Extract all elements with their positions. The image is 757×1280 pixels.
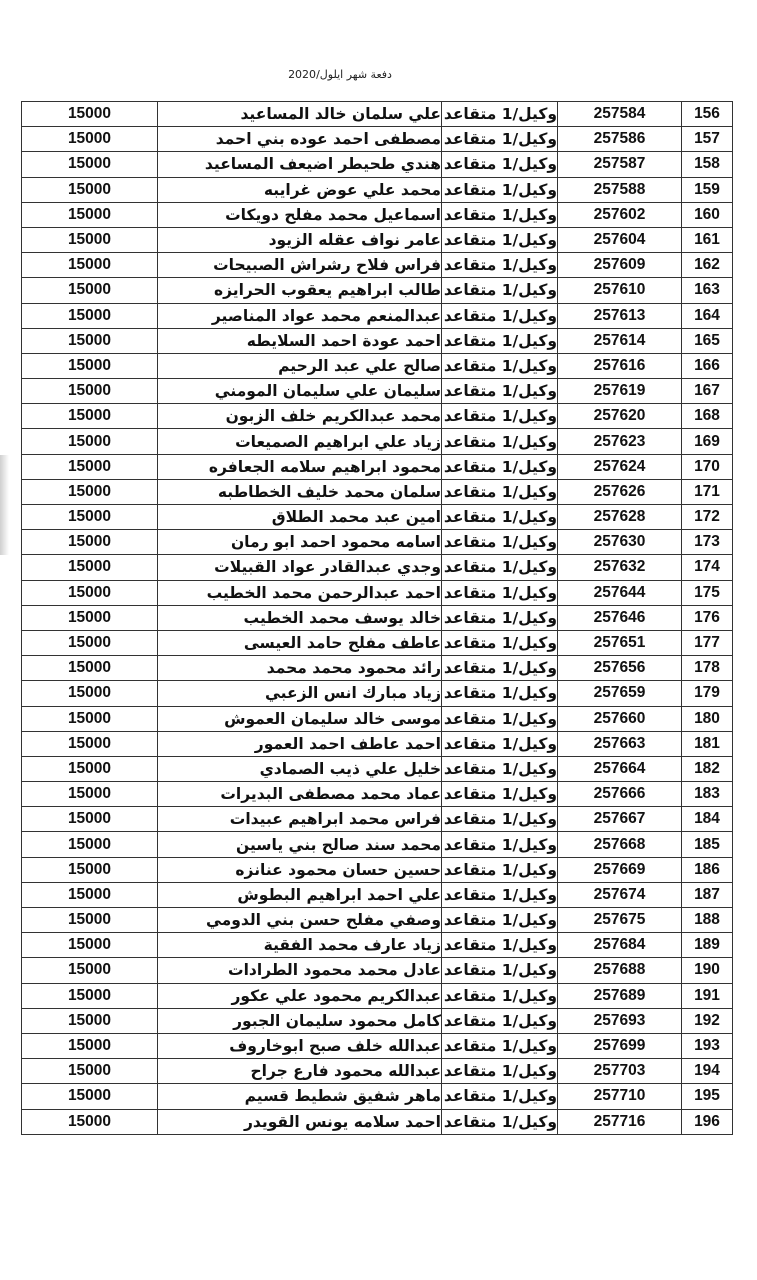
rank-status-cell: وكيل/1 متقاعد xyxy=(442,908,558,933)
amount-cell: 15000 xyxy=(22,303,158,328)
military-id-cell: 257684 xyxy=(558,933,682,958)
person-name-cell: احمد عبدالرحمن محمد الخطيب xyxy=(158,580,442,605)
military-id-cell: 257630 xyxy=(558,530,682,555)
rank-status-cell: وكيل/1 متقاعد xyxy=(442,555,558,580)
table-row xyxy=(22,1109,733,1134)
amount-cell: 15000 xyxy=(22,933,158,958)
sequence-number-cell: 188 xyxy=(682,908,733,933)
sequence-number-cell: 196 xyxy=(682,1109,733,1134)
scan-edge-shadow xyxy=(0,455,9,555)
amount-cell: 15000 xyxy=(22,882,158,907)
amount-cell: 15000 xyxy=(22,278,158,303)
person-name-cell: احمد عودة احمد السلايطه xyxy=(158,328,442,353)
military-id-cell: 257584 xyxy=(558,102,682,127)
person-name-cell: امين عبد محمد الطلاق xyxy=(158,505,442,530)
military-id-cell: 257624 xyxy=(558,454,682,479)
table-row xyxy=(22,983,733,1008)
person-name-cell: حسين حسان محمود عنانزه xyxy=(158,857,442,882)
military-id-cell: 257609 xyxy=(558,253,682,278)
amount-cell: 15000 xyxy=(22,253,158,278)
table-row xyxy=(22,227,733,252)
table-row xyxy=(22,630,733,655)
person-name-cell: وجدي عبدالقادر عواد القبيلات xyxy=(158,555,442,580)
military-id-cell: 257646 xyxy=(558,605,682,630)
military-id-cell: 257710 xyxy=(558,1084,682,1109)
amount-cell: 15000 xyxy=(22,177,158,202)
military-id-cell: 257613 xyxy=(558,303,682,328)
military-id-cell: 257660 xyxy=(558,706,682,731)
sequence-number-cell: 180 xyxy=(682,706,733,731)
rank-status-cell: وكيل/1 متقاعد xyxy=(442,202,558,227)
amount-cell: 15000 xyxy=(22,152,158,177)
sequence-number-cell: 168 xyxy=(682,404,733,429)
amount-cell: 15000 xyxy=(22,530,158,555)
rank-status-cell: وكيل/1 متقاعد xyxy=(442,1033,558,1058)
amount-cell: 15000 xyxy=(22,681,158,706)
amount-cell: 15000 xyxy=(22,555,158,580)
person-name-cell: احمد سلامه يونس القويدر xyxy=(158,1109,442,1134)
amount-cell: 15000 xyxy=(22,1033,158,1058)
person-name-cell: خليل علي ذيب الصمادي xyxy=(158,756,442,781)
sequence-number-cell: 191 xyxy=(682,983,733,1008)
rank-status-cell: وكيل/1 متقاعد xyxy=(442,807,558,832)
amount-cell: 15000 xyxy=(22,1059,158,1084)
military-id-cell: 257659 xyxy=(558,681,682,706)
person-name-cell: اسماعيل محمد مفلح دويكات xyxy=(158,202,442,227)
amount-cell: 15000 xyxy=(22,807,158,832)
person-name-cell: طالب ابراهيم يعقوب الحرايزه xyxy=(158,278,442,303)
sequence-number-cell: 194 xyxy=(682,1059,733,1084)
table-row xyxy=(22,832,733,857)
rank-status-cell: وكيل/1 متقاعد xyxy=(442,983,558,1008)
sequence-number-cell: 174 xyxy=(682,555,733,580)
amount-cell: 15000 xyxy=(22,1109,158,1134)
military-id-cell: 257666 xyxy=(558,782,682,807)
sequence-number-cell: 185 xyxy=(682,832,733,857)
rank-status-cell: وكيل/1 متقاعد xyxy=(442,756,558,781)
person-name-cell: فراس فلاح رشراش الصبيحات xyxy=(158,253,442,278)
amount-cell: 15000 xyxy=(22,857,158,882)
sequence-number-cell: 189 xyxy=(682,933,733,958)
military-id-cell: 257668 xyxy=(558,832,682,857)
military-id-cell: 257703 xyxy=(558,1059,682,1084)
person-name-cell: زياد علي ابراهيم الصميعات xyxy=(158,429,442,454)
table-row xyxy=(22,656,733,681)
sequence-number-cell: 166 xyxy=(682,353,733,378)
military-id-cell: 257614 xyxy=(558,328,682,353)
sequence-number-cell: 170 xyxy=(682,454,733,479)
military-id-cell: 257667 xyxy=(558,807,682,832)
amount-cell: 15000 xyxy=(22,605,158,630)
rank-status-cell: وكيل/1 متقاعد xyxy=(442,630,558,655)
person-name-cell: موسى خالد سليمان العموش xyxy=(158,706,442,731)
sequence-number-cell: 164 xyxy=(682,303,733,328)
amount-cell: 15000 xyxy=(22,782,158,807)
table-row xyxy=(22,782,733,807)
table-row xyxy=(22,857,733,882)
table-row xyxy=(22,1033,733,1058)
person-name-cell: عامر نواف عقله الزيود xyxy=(158,227,442,252)
amount-cell: 15000 xyxy=(22,379,158,404)
military-id-cell: 257623 xyxy=(558,429,682,454)
amount-cell: 15000 xyxy=(22,580,158,605)
rank-status-cell: وكيل/1 متقاعد xyxy=(442,379,558,404)
table-row xyxy=(22,1084,733,1109)
rank-status-cell: وكيل/1 متقاعد xyxy=(442,605,558,630)
rank-status-cell: وكيل/1 متقاعد xyxy=(442,152,558,177)
military-id-cell: 257644 xyxy=(558,580,682,605)
military-id-cell: 257675 xyxy=(558,908,682,933)
amount-cell: 15000 xyxy=(22,1008,158,1033)
sequence-number-cell: 158 xyxy=(682,152,733,177)
sequence-number-cell: 175 xyxy=(682,580,733,605)
rank-status-cell: وكيل/1 متقاعد xyxy=(442,328,558,353)
table-row xyxy=(22,933,733,958)
rank-status-cell: وكيل/1 متقاعد xyxy=(442,731,558,756)
roster-table-body xyxy=(22,102,733,1135)
person-name-cell: عبدالمنعم محمد عواد المناصير xyxy=(158,303,442,328)
table-row xyxy=(22,454,733,479)
table-row xyxy=(22,429,733,454)
sequence-number-cell: 179 xyxy=(682,681,733,706)
person-name-cell: رائد محمود محمد محمد xyxy=(158,656,442,681)
rank-status-cell: وكيل/1 متقاعد xyxy=(442,253,558,278)
person-name-cell: عاطف مفلح حامد العيسى xyxy=(158,630,442,655)
table-row xyxy=(22,1059,733,1084)
rank-status-cell: وكيل/1 متقاعد xyxy=(442,1084,558,1109)
military-id-cell: 257620 xyxy=(558,404,682,429)
sequence-number-cell: 181 xyxy=(682,731,733,756)
person-name-cell: محمد علي عوض غرايبه xyxy=(158,177,442,202)
person-name-cell: زياد عارف محمد الفقية xyxy=(158,933,442,958)
person-name-cell: عادل محمد محمود الطرادات xyxy=(158,958,442,983)
military-id-cell: 257664 xyxy=(558,756,682,781)
person-name-cell: هندي طحيطر اضيعف المساعيد xyxy=(158,152,442,177)
table-row xyxy=(22,303,733,328)
sequence-number-cell: 195 xyxy=(682,1084,733,1109)
table-row xyxy=(22,253,733,278)
amount-cell: 15000 xyxy=(22,908,158,933)
person-name-cell: محمد عبدالكريم خلف الزبون xyxy=(158,404,442,429)
military-id-cell: 257588 xyxy=(558,177,682,202)
military-id-cell: 257602 xyxy=(558,202,682,227)
table-row xyxy=(22,505,733,530)
military-id-cell: 257604 xyxy=(558,227,682,252)
rank-status-cell: وكيل/1 متقاعد xyxy=(442,882,558,907)
rank-status-cell: وكيل/1 متقاعد xyxy=(442,479,558,504)
amount-cell: 15000 xyxy=(22,102,158,127)
rank-status-cell: وكيل/1 متقاعد xyxy=(442,429,558,454)
person-name-cell: ماهر شفيق شطيط قسيم xyxy=(158,1084,442,1109)
person-name-cell: كامل محمود سليمان الجبور xyxy=(158,1008,442,1033)
sequence-number-cell: 156 xyxy=(682,102,733,127)
table-row xyxy=(22,706,733,731)
table-row xyxy=(22,202,733,227)
rank-status-cell: وكيل/1 متقاعد xyxy=(442,102,558,127)
military-id-cell: 257610 xyxy=(558,278,682,303)
person-name-cell: علي سلمان خالد المساعيد xyxy=(158,102,442,127)
amount-cell: 15000 xyxy=(22,454,158,479)
table-row xyxy=(22,278,733,303)
person-name-cell: عبدالله محمود فارع جراح xyxy=(158,1059,442,1084)
rank-status-cell: وكيل/1 متقاعد xyxy=(442,454,558,479)
sequence-number-cell: 159 xyxy=(682,177,733,202)
sequence-number-cell: 167 xyxy=(682,379,733,404)
person-name-cell: محمد سند صالح بني ياسين xyxy=(158,832,442,857)
table-row xyxy=(22,731,733,756)
table-row xyxy=(22,353,733,378)
sequence-number-cell: 161 xyxy=(682,227,733,252)
sequence-number-cell: 177 xyxy=(682,630,733,655)
military-id-cell: 257716 xyxy=(558,1109,682,1134)
rank-status-cell: وكيل/1 متقاعد xyxy=(442,681,558,706)
sequence-number-cell: 178 xyxy=(682,656,733,681)
amount-cell: 15000 xyxy=(22,958,158,983)
sequence-number-cell: 182 xyxy=(682,756,733,781)
military-id-cell: 257632 xyxy=(558,555,682,580)
document-title: دفعة شهر ايلول/2020 xyxy=(288,68,392,81)
person-name-cell: صالح علي عبد الرحيم xyxy=(158,353,442,378)
rank-status-cell: وكيل/1 متقاعد xyxy=(442,303,558,328)
rank-status-cell: وكيل/1 متقاعد xyxy=(442,782,558,807)
person-name-cell: فراس محمد ابراهيم عبيدات xyxy=(158,807,442,832)
person-name-cell: اسامه محمود احمد ابو رمان xyxy=(158,530,442,555)
amount-cell: 15000 xyxy=(22,756,158,781)
table-row xyxy=(22,379,733,404)
sequence-number-cell: 169 xyxy=(682,429,733,454)
sequence-number-cell: 162 xyxy=(682,253,733,278)
amount-cell: 15000 xyxy=(22,656,158,681)
table-row xyxy=(22,404,733,429)
table-row xyxy=(22,605,733,630)
table-row xyxy=(22,530,733,555)
person-name-cell: علي احمد ابراهيم البطوش xyxy=(158,882,442,907)
person-name-cell: سلمان محمد خليف الخطاطبه xyxy=(158,479,442,504)
table-row xyxy=(22,102,733,127)
rank-status-cell: وكيل/1 متقاعد xyxy=(442,127,558,152)
amount-cell: 15000 xyxy=(22,202,158,227)
rank-status-cell: وكيل/1 متقاعد xyxy=(442,278,558,303)
sequence-number-cell: 173 xyxy=(682,530,733,555)
table-row xyxy=(22,127,733,152)
amount-cell: 15000 xyxy=(22,328,158,353)
amount-cell: 15000 xyxy=(22,832,158,857)
table-row xyxy=(22,328,733,353)
person-name-cell: محمود ابراهيم سلامه الجعافره xyxy=(158,454,442,479)
sequence-number-cell: 172 xyxy=(682,505,733,530)
military-id-cell: 257693 xyxy=(558,1008,682,1033)
sequence-number-cell: 165 xyxy=(682,328,733,353)
amount-cell: 15000 xyxy=(22,505,158,530)
sequence-number-cell: 186 xyxy=(682,857,733,882)
rank-status-cell: وكيل/1 متقاعد xyxy=(442,832,558,857)
sequence-number-cell: 157 xyxy=(682,127,733,152)
military-id-cell: 257669 xyxy=(558,857,682,882)
table-row xyxy=(22,681,733,706)
military-id-cell: 257628 xyxy=(558,505,682,530)
military-id-cell: 257689 xyxy=(558,983,682,1008)
table-row xyxy=(22,152,733,177)
rank-status-cell: وكيل/1 متقاعد xyxy=(442,1109,558,1134)
table-row xyxy=(22,882,733,907)
amount-cell: 15000 xyxy=(22,127,158,152)
rank-status-cell: وكيل/1 متقاعد xyxy=(442,656,558,681)
amount-cell: 15000 xyxy=(22,1084,158,1109)
person-name-cell: خالد يوسف محمد الخطيب xyxy=(158,605,442,630)
amount-cell: 15000 xyxy=(22,227,158,252)
sequence-number-cell: 176 xyxy=(682,605,733,630)
rank-status-cell: وكيل/1 متقاعد xyxy=(442,530,558,555)
military-id-cell: 257626 xyxy=(558,479,682,504)
sequence-number-cell: 183 xyxy=(682,782,733,807)
table-row xyxy=(22,177,733,202)
rank-status-cell: وكيل/1 متقاعد xyxy=(442,227,558,252)
table-row xyxy=(22,807,733,832)
table-row xyxy=(22,756,733,781)
military-id-cell: 257651 xyxy=(558,630,682,655)
payment-roster-table xyxy=(21,101,733,1135)
table-row xyxy=(22,580,733,605)
military-id-cell: 257699 xyxy=(558,1033,682,1058)
rank-status-cell: وكيل/1 متقاعد xyxy=(442,1059,558,1084)
table-row xyxy=(22,908,733,933)
rank-status-cell: وكيل/1 متقاعد xyxy=(442,958,558,983)
sequence-number-cell: 193 xyxy=(682,1033,733,1058)
rank-status-cell: وكيل/1 متقاعد xyxy=(442,177,558,202)
sequence-number-cell: 163 xyxy=(682,278,733,303)
rank-status-cell: وكيل/1 متقاعد xyxy=(442,933,558,958)
military-id-cell: 257619 xyxy=(558,379,682,404)
military-id-cell: 257674 xyxy=(558,882,682,907)
amount-cell: 15000 xyxy=(22,983,158,1008)
rank-status-cell: وكيل/1 متقاعد xyxy=(442,706,558,731)
amount-cell: 15000 xyxy=(22,630,158,655)
rank-status-cell: وكيل/1 متقاعد xyxy=(442,857,558,882)
military-id-cell: 257656 xyxy=(558,656,682,681)
rank-status-cell: وكيل/1 متقاعد xyxy=(442,580,558,605)
military-id-cell: 257587 xyxy=(558,152,682,177)
sequence-number-cell: 187 xyxy=(682,882,733,907)
person-name-cell: سليمان علي سليمان المومني xyxy=(158,379,442,404)
amount-cell: 15000 xyxy=(22,404,158,429)
person-name-cell: عماد محمد مصطفى البديرات xyxy=(158,782,442,807)
rank-status-cell: وكيل/1 متقاعد xyxy=(442,404,558,429)
military-id-cell: 257586 xyxy=(558,127,682,152)
rank-status-cell: وكيل/1 متقاعد xyxy=(442,353,558,378)
person-name-cell: زياد مبارك انس الزعبي xyxy=(158,681,442,706)
table-row xyxy=(22,479,733,504)
rank-status-cell: وكيل/1 متقاعد xyxy=(442,1008,558,1033)
amount-cell: 15000 xyxy=(22,479,158,504)
amount-cell: 15000 xyxy=(22,429,158,454)
sequence-number-cell: 190 xyxy=(682,958,733,983)
person-name-cell: احمد عاطف احمد العمور xyxy=(158,731,442,756)
person-name-cell: عبدالكريم محمود علي عكور xyxy=(158,983,442,1008)
amount-cell: 15000 xyxy=(22,353,158,378)
person-name-cell: مصطفى احمد عوده بني احمد xyxy=(158,127,442,152)
person-name-cell: عبدالله خلف صبح ابوخاروف xyxy=(158,1033,442,1058)
table-row xyxy=(22,958,733,983)
military-id-cell: 257616 xyxy=(558,353,682,378)
sequence-number-cell: 184 xyxy=(682,807,733,832)
amount-cell: 15000 xyxy=(22,706,158,731)
military-id-cell: 257663 xyxy=(558,731,682,756)
rank-status-cell: وكيل/1 متقاعد xyxy=(442,505,558,530)
sequence-number-cell: 160 xyxy=(682,202,733,227)
amount-cell: 15000 xyxy=(22,731,158,756)
sequence-number-cell: 192 xyxy=(682,1008,733,1033)
military-id-cell: 257688 xyxy=(558,958,682,983)
sequence-number-cell: 171 xyxy=(682,479,733,504)
person-name-cell: وصفي مفلح حسن بني الدومي xyxy=(158,908,442,933)
table-row xyxy=(22,1008,733,1033)
table-row xyxy=(22,555,733,580)
